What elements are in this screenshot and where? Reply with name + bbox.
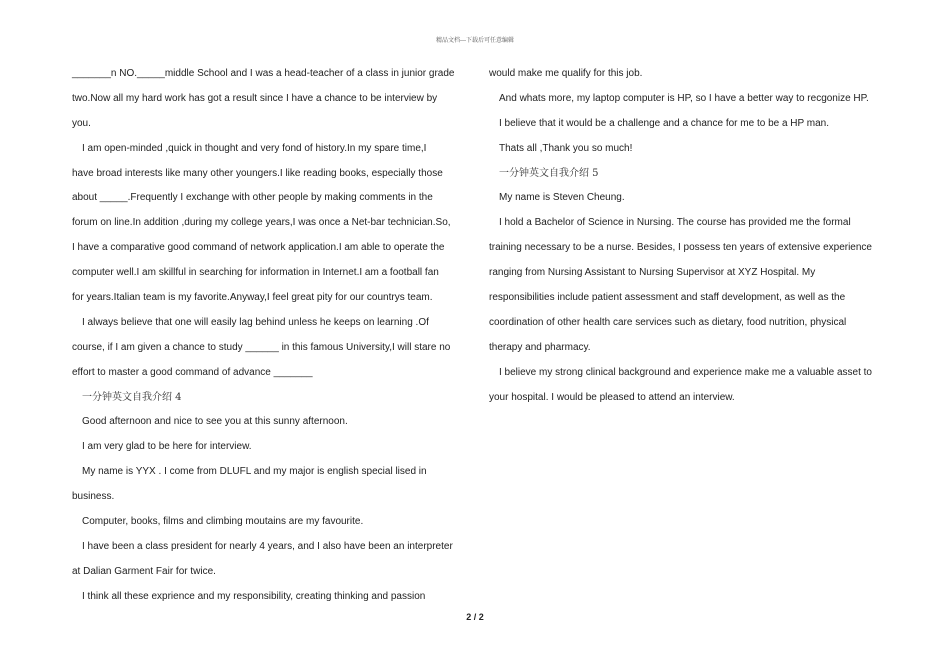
- paragraph-line: I believe that it would be a challenge and a chance for me to be a HP man.: [499, 117, 830, 129]
- paragraph-line: would make me qualify for this job.: [489, 68, 643, 79]
- paragraph-line: course, if I am given a chance to study ______ in this famous University,I will stare no: [72, 341, 451, 353]
- paragraph-line: I am open-minded ,quick in thought and very fond of history.In my spare time,I: [82, 142, 427, 154]
- right-column: [489, 62, 879, 410]
- paragraph-line: I am very glad to be here for interview.: [82, 441, 252, 453]
- page-number: 2 / 2: [466, 612, 484, 622]
- paragraph-line: business.: [72, 491, 115, 503]
- paragraph-line: responsibilities include patient assessment and staff development, as well as the: [489, 292, 846, 304]
- paragraph-line: I believe my strong clinical background and experience make me a valuable asset to: [499, 366, 872, 378]
- paragraph-line: effort to master a good command of advance _______: [72, 366, 313, 378]
- paragraph-line: And whats more, my laptop computer is HP, so I have a better way to recgonize HP.: [499, 92, 869, 104]
- paragraph-line: _______n NO._____middle School and I was a head-teacher of a class in junior grade: [72, 68, 455, 79]
- paragraph-line: forum on line.In addition ,during my college years,I was once a Net-bar technician.So,: [72, 217, 451, 229]
- paragraph-line: I think all these exprience and my responsibility, creating thinking and passion: [82, 590, 426, 602]
- paragraph-line: you.: [72, 117, 91, 129]
- paragraph-line: Thats all ,Thank you so much!: [499, 142, 633, 154]
- paragraph-line: training necessary to be a nurse. Besides, I possess ten years of extensive experience: [489, 242, 872, 254]
- paragraph-line: for years.Italian team is my favorite.Anyway,I feel great pity for our countrys team.: [72, 292, 433, 304]
- paragraph-line: ranging from Nursing Assistant to Nursing Supervisor at XYZ Hospital. My: [489, 267, 816, 279]
- paragraph-line: I always believe that one will easily lag behind unless he keeps on learning .Of: [82, 316, 429, 328]
- paragraph-line: computer well.I am skillful in searching for information in Internet.I am a football fan: [72, 267, 439, 279]
- paragraph-line: Computer, books, films and climbing moutains are my favourite.: [82, 516, 364, 528]
- paragraph-line: My name is Steven Cheung.: [499, 192, 625, 204]
- paragraph-line: your hospital. I would be pleased to attend an interview.: [489, 391, 735, 403]
- paragraph-line: I hold a Bachelor of Science in Nursing. The course has provided me the formal: [499, 217, 851, 229]
- paragraph-line: two.Now all my hard work has got a result since I have a chance to be interview by: [72, 92, 438, 104]
- left-column: [72, 62, 462, 610]
- paragraph-line: about _____.Frequently I exchange with other people by making comments in the: [72, 192, 433, 204]
- paragraph-line: I have been a class president for nearly 4 years, and I also have been an interpreter: [82, 540, 453, 552]
- page-header: 精品文档---下载后可任意编辑: [435, 37, 515, 44]
- paragraph-line: at Dalian Garment Fair for twice.: [72, 565, 216, 577]
- paragraph-line: I have a comparative good command of network application.I am able to operate the: [72, 242, 445, 254]
- section-heading: 一分钟英文自我介绍 4: [82, 391, 182, 403]
- section-heading: 一分钟英文自我介绍 5: [499, 167, 599, 179]
- paragraph-line: Good afternoon and nice to see you at this sunny afternoon.: [82, 416, 348, 428]
- paragraph-line: therapy and pharmacy.: [489, 341, 591, 353]
- paragraph-line: have broad interests like many other youngers.I like reading books, especially those: [72, 167, 443, 179]
- paragraph-line: My name is YYX . I come from DLUFL and my major is english special lised in: [82, 466, 427, 478]
- paragraph-line: coordination of other health care services such as dietary, food nutrition, physical: [489, 316, 847, 328]
